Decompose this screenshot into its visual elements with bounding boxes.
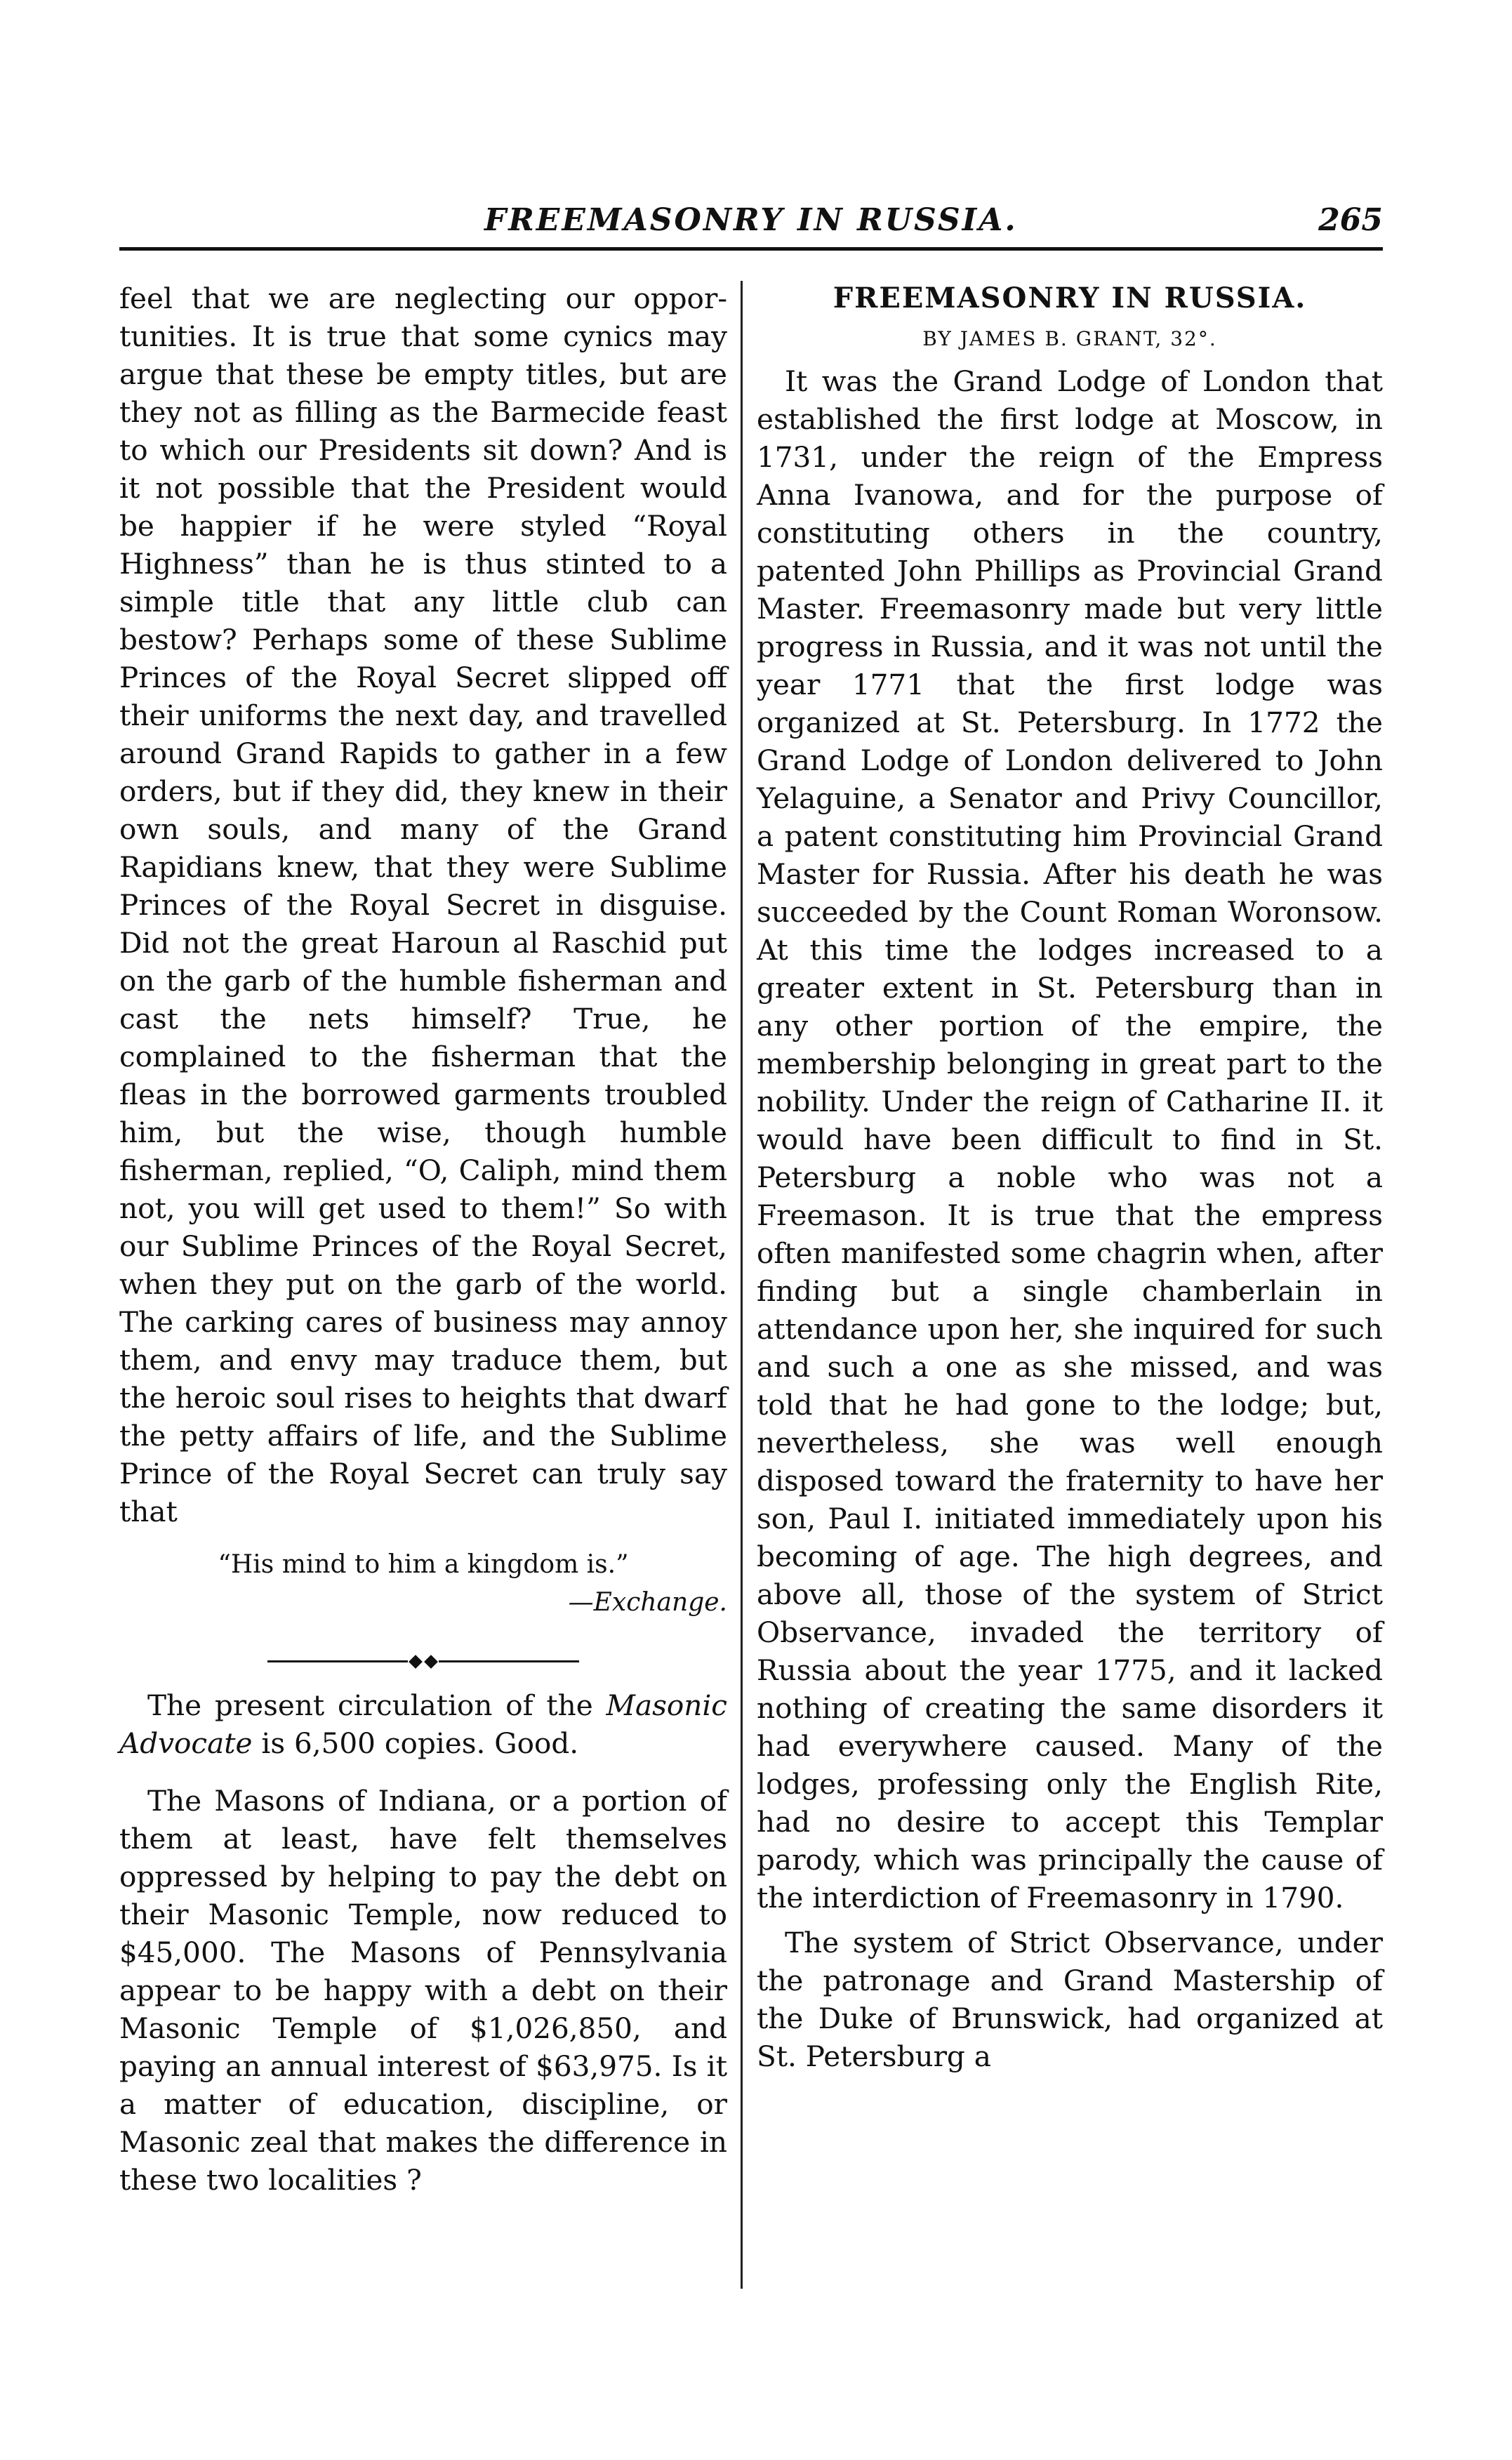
article-paragraph-1: It was the Grand Lodge of London that established the first lodge at Moscow, in 1731, under the reign of the Empress Anna Ivanowa, and for the purpose of constituting others in the country, patented John Phillips as Provincial Grand Master. Freemasonry made but very little progress in Russia, and it was not until the year 1771 that the first lodge was organized at St. Petersburg. In 1772 the Grand Lodge of London delivered to John Yelaguine, a Senator and Privy Councillor, a patent constituting him Provincial Grand Master for Russia. After his death he was succeeded by the Count Roman Woronsow. At this time the lodges increased to a greater extent in St. Petersburg than in any other portion of the empire, the membership belonging in great part to the nobility. Under the reign of Catharine II. it would have been difficult to find in St. Petersburg a noble who was not a Freemason. It is true that the empress often manifested some chagrin when, after finding but a single chamberlain in attendance upon her, she inquired for such and such a one as she missed, and was told that he had gone to the lodge; but, nevertheless, she was well enough disposed toward the fraternity to have her son, Paul I. initiated immediately upon his becoming of age. The high degrees, and above all, those of the system of Strict Observance, invaded the territory of Russia about the year 1775, and it lacked nothing of creating the same disorders it had everywhere caused. Many of the lodges, professing only the English Rite, had no desire to accept this Templar parody, which was principally the cause of the interdiction of Freemasonry in 1790. bbox=[757, 364, 1383, 1915]
continued-paragraph: feel that we are neglecting our opportunities. It is true that some cynics may argue that these be empty titles, but are they not as filling as the Barmecide feast to which our Presidents sit down? And is it not possible that the President would be happier if he were styled “Royal Highness” than he is thus stinted to a simple title that any little club can bestow? Perhaps some of these Sublime Princes of the Royal Secret slipped off their uniforms the next day, and travelled around Grand Rapids to gather in a few orders, but if they did, they knew in their own souls, and many of the Grand Rapidians knew, that they were Sublime Princes of the Royal Secret in disguise. Did not the great Haroun al Raschid put on the garb of the humble fisherman and cast the nets himself? True, he complained to the fisherman that the fleas in the borrowed garments troubled him, but the wise, though humble fisherman, replied, “O, Caliph, mind them not, you will get used to them!” So with our Sublime Princes of the Royal Secret, when they put on the garb of the world. The carking cares of business may annoy them, and envy may traduce them, but the heroic soul rises to heights that dwarf the petty affairs of life, and the Sublime Prince of the Royal Secret can truly say that bbox=[119, 282, 727, 1528]
header-rule bbox=[119, 247, 1383, 251]
article-title: FREEMASONRY IN RUSSIA. bbox=[833, 282, 1307, 315]
running-head bbox=[119, 202, 1383, 251]
article-paragraph-2: The system of Strict Observance, under the patronage and Grand Mastership of the Duke of Brunswick, had organized at St. Petersburg a bbox=[757, 1926, 1383, 2073]
quote-source: —Exchange. bbox=[568, 1588, 727, 1617]
left-column bbox=[119, 279, 727, 2199]
circulation-text-after: is 6,500 copies. Good. bbox=[252, 1726, 579, 1760]
byline: BY JAMES B. GRANT, 32°. bbox=[922, 327, 1217, 350]
right-column bbox=[757, 279, 1383, 2075]
ornament-line-left bbox=[267, 1660, 408, 1662]
indiana-item: The Masons of Indiana, or a portion of them at least, have felt themselves oppressed by helping to pay the debt on their Masonic Temple, now reduced to $45,000. The Masons of Pennsylvania appear to be happy with a debt on their Masonic Temple of $1,026,850, and paying an annual interest of $63,975. Is it a matter of education, discipline, or Masonic zeal that makes the difference in these two localities ? bbox=[119, 1784, 727, 2197]
column-divider bbox=[741, 281, 743, 2289]
circulation-item bbox=[119, 1686, 727, 1762]
section-ornament bbox=[119, 1640, 727, 1654]
circulation-text-before: The present circulation of the bbox=[147, 1688, 606, 1722]
ornament-diamond bbox=[409, 1655, 423, 1669]
quote: “His mind to him a kingdom is.” bbox=[218, 1550, 629, 1579]
running-title: FREEMASONRY IN RUSSIA. bbox=[484, 202, 1018, 238]
ornament-line-right bbox=[439, 1660, 579, 1662]
publication-name: Masonic Advocate bbox=[119, 1688, 727, 1760]
page-number: 265 bbox=[1318, 202, 1383, 238]
ornament-diamond bbox=[424, 1655, 438, 1669]
